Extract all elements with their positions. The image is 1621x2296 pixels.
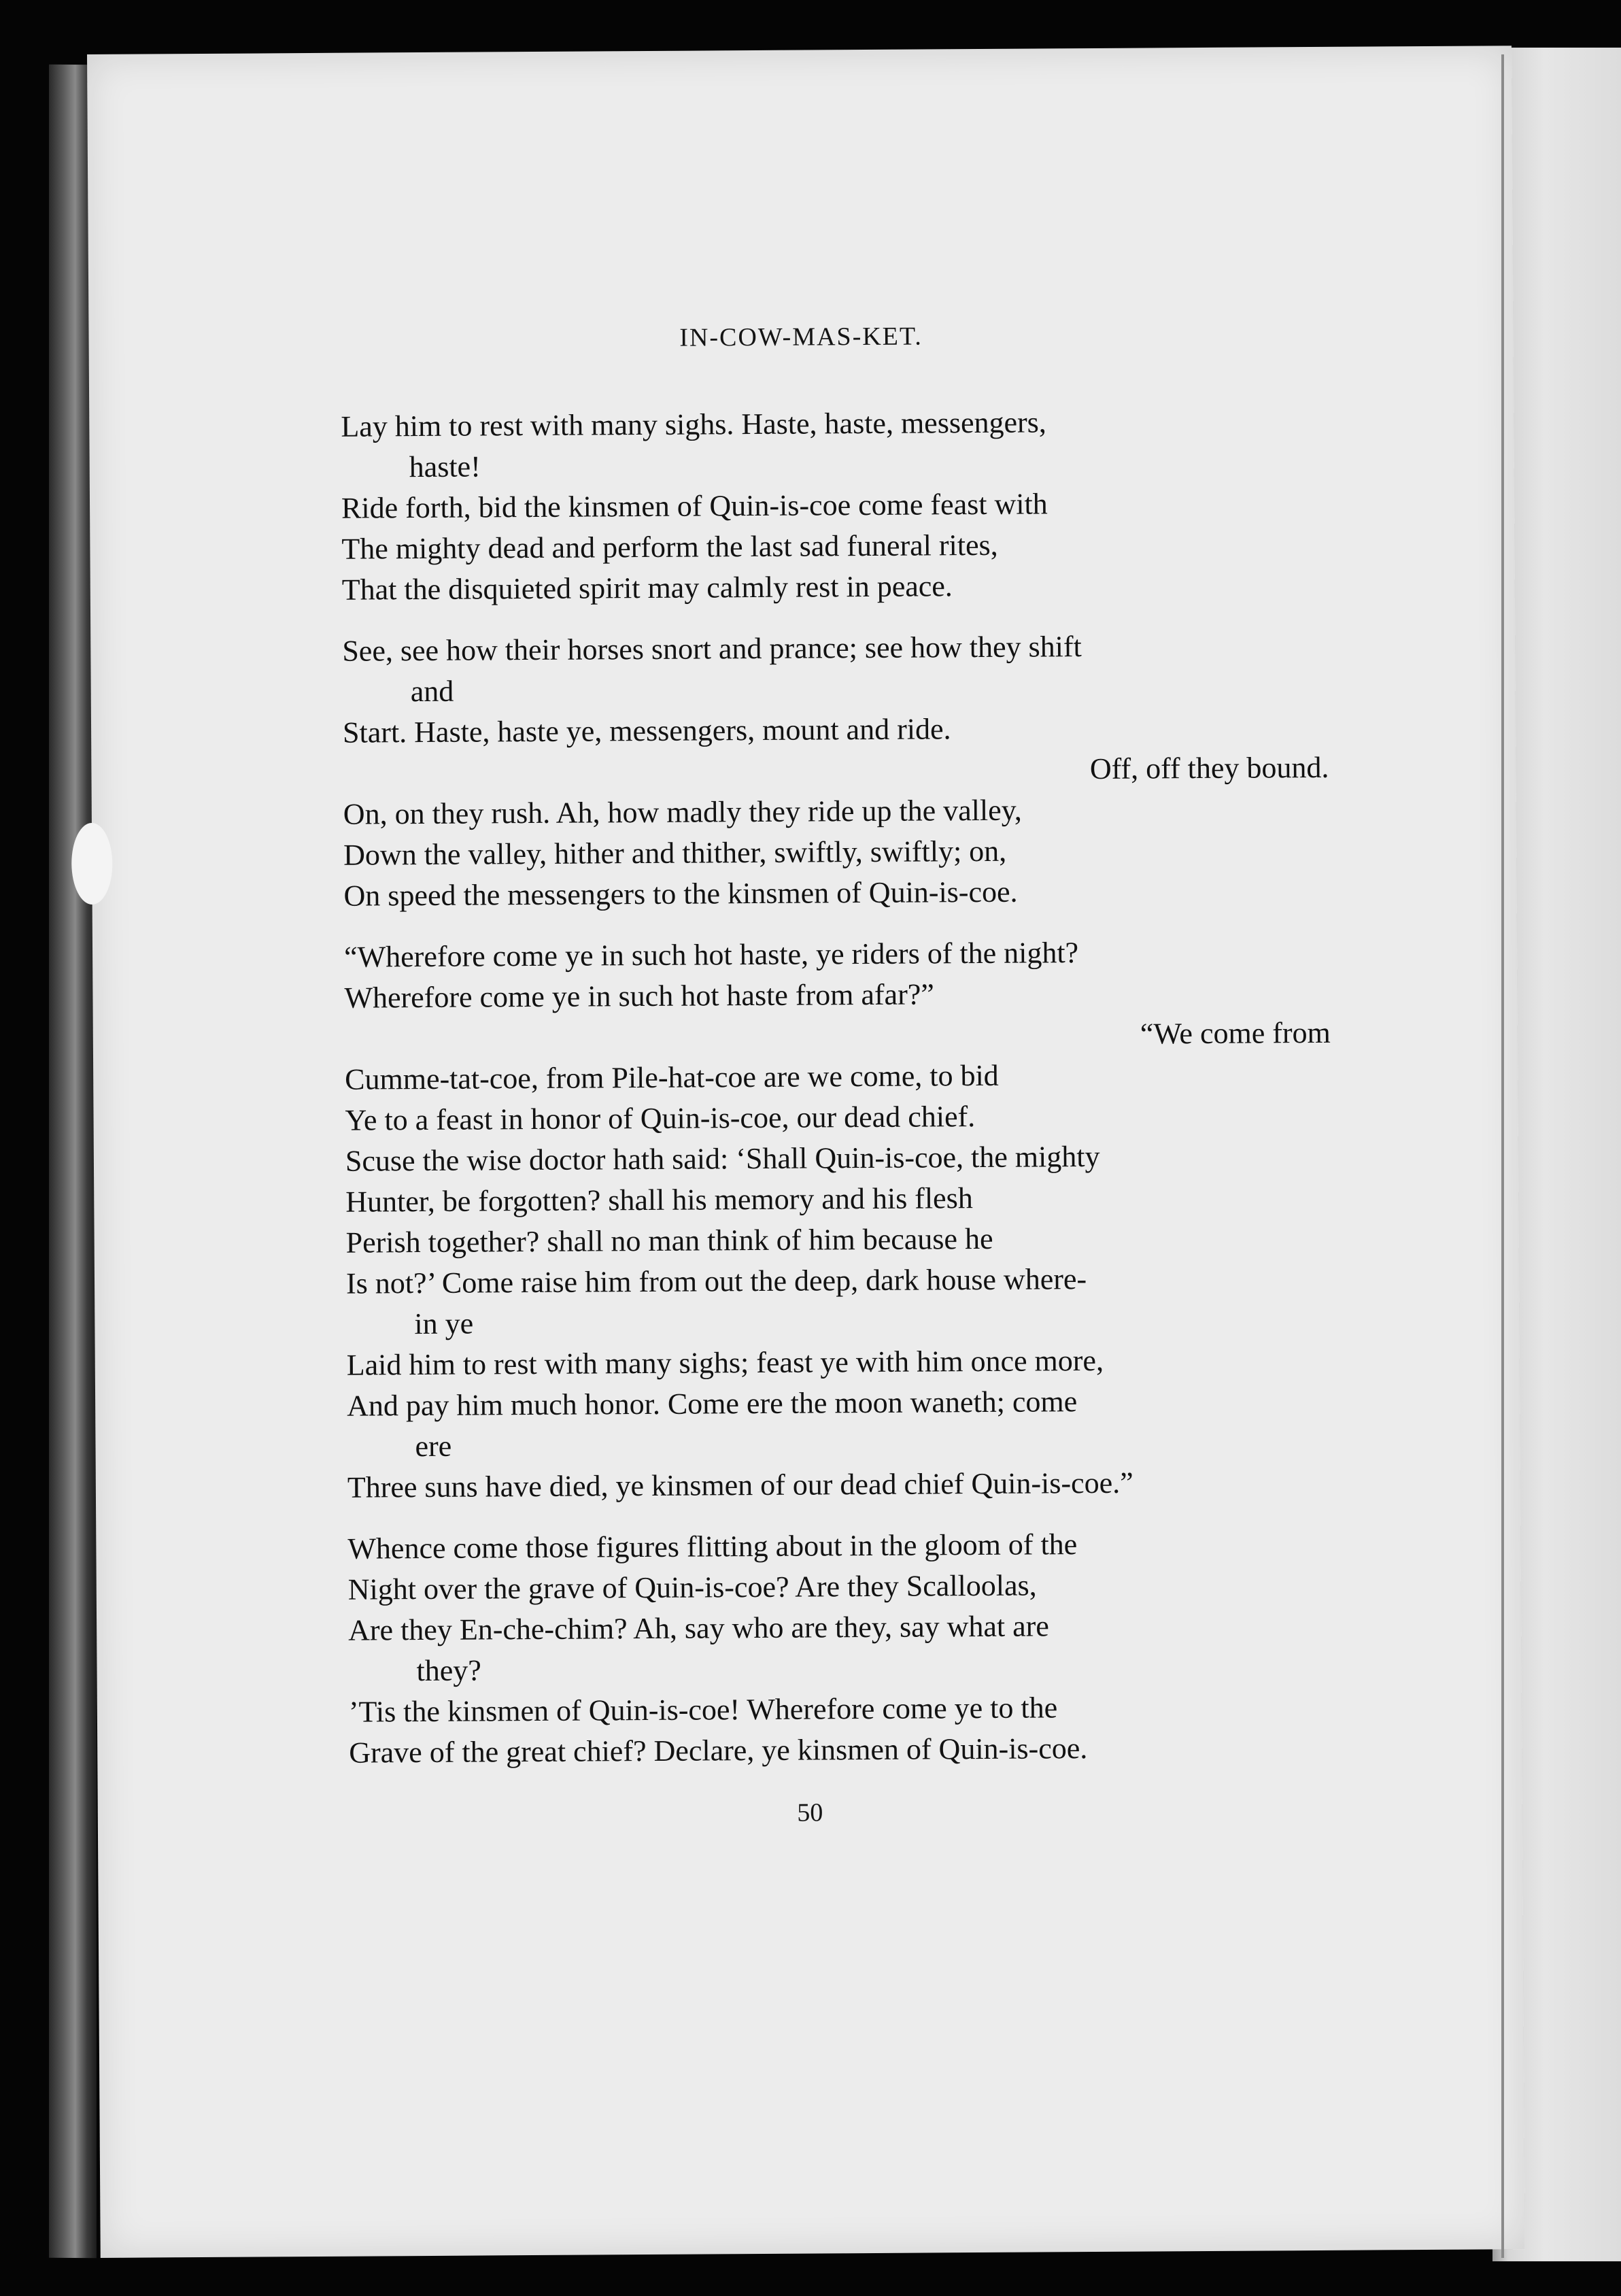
page-fold-line [1501,54,1504,2258]
poem-line: Ye to a feast in honor of Quin-is-coe, our dead chief. [345,1100,976,1137]
poem-body [341,401,1335,1774]
poem-line: Perish together? shall no man think of him because he [345,1221,993,1260]
poem-line: ’Tis the kinsmen of Quin-is-coe! Wherefore come ye to the [348,1691,1058,1729]
poem-line: Scuse the wise doctor hath said: ‘Shall Quin-is-coe, the mighty [345,1139,1100,1178]
poem-line: Whence come those figures flitting about in the gloom of the [347,1527,1078,1566]
poem-line: Down the valley, hither and thither, swiftly, swiftly; on, [343,834,1007,872]
poem-line: Start. Haste, haste ye, messengers, mount and ride. [342,712,951,749]
stanza [341,401,1328,611]
poem-line: Are they En-che-chim? Ah, say who are they, say what are [348,1609,1050,1647]
stanza [342,625,1330,917]
poem-line: haste! [409,450,481,484]
poem-line: Lay him to rest with many sighs. Haste, haste, messengers, [341,405,1046,443]
poem-line: Hunter, be forgotten? shall his memory and his flesh [345,1181,973,1219]
poem-line: Is not?’ Come raise him from out the deep, dark house where- [345,1262,1087,1300]
poem-line: Wherefore come ye in such hot haste from afar?” [344,977,934,1015]
poem-line: On, on they rush. Ah, how madly they ride up the valley, [343,793,1022,831]
poem-line: Ride forth, bid the kinsmen of Quin-is-coe come feast with [341,487,1048,525]
poem-line: On speed the messengers to the kinsmen of Quin-is-coe. [343,875,1018,913]
poem-line: Cumme-tat-coe, from Pile-hat-coe are we come, to bid [345,1058,999,1096]
book-page [87,46,1525,2258]
poem-line: See, see how their horses snort and prance; see how they shift [342,630,1082,668]
poem-line: Grave of the great chief? Declare, ye kinsmen of Quin-is-coe. [349,1732,1088,1770]
paper-speck [71,823,113,905]
poem-line: ere [415,1429,452,1464]
poem-line: they? [416,1653,481,1688]
poem-line: That the disquieted spirit may calmly rest in peace. [341,569,953,607]
poem-line: “Wherefore come ye in such hot haste, ye riders of the night? [343,936,1079,974]
poem-line: And pay him much honor. Come ere the moon waneth; come [346,1385,1078,1423]
poem-line: and [410,674,454,709]
poem-line: Laid him to rest with many sighs; feast ye with him once more, [346,1343,1104,1382]
page-number: 50 [797,1798,823,1827]
stanza [347,1523,1335,1774]
poem-line: in ye [414,1306,474,1341]
stanza [344,931,1333,1508]
poem-line: Off, off they bound. [1089,750,1329,786]
running-title: IN-COW-MAS-KET. [679,322,923,352]
poem-line: Three suns have died, ye kinsmen of our dead chief Quin-is-coe.” [347,1466,1133,1504]
poem-line: Night over the grave of Quin-is-coe? Are they Scalloolas, [347,1568,1037,1606]
poem-line: The mighty dead and perform the last sad funeral rites, [341,528,998,566]
poem-line: “We come from [1140,1015,1331,1051]
